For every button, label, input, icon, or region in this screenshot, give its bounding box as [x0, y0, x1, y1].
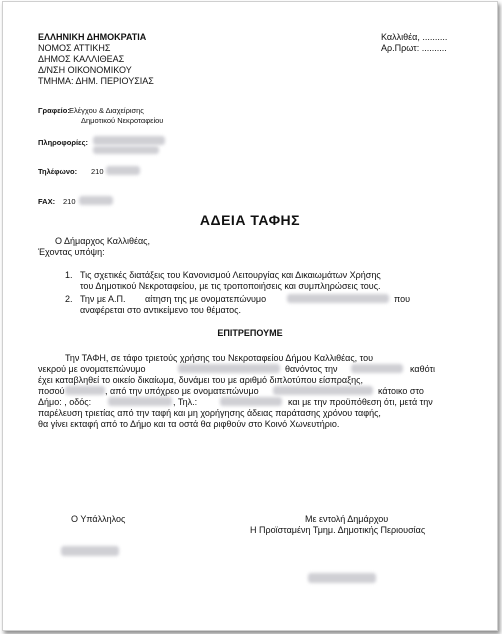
redacted-applicant-name [287, 294, 389, 303]
redacted-death-date [351, 364, 403, 373]
redacted-street [108, 397, 172, 406]
item-2-line-1b: αίτηση της με ονοματεπώνυμο [145, 294, 267, 304]
body-line-5a: Δήμο: , οδός: [38, 397, 92, 407]
item-2-line-2: αναφέρεται στο αντικείμενο του θέματος. [80, 305, 242, 315]
body-line-2b: θανόντος την [285, 364, 338, 374]
redacted-fax [79, 196, 113, 205]
redacted-amount [65, 386, 105, 395]
fax-label: FAX: [38, 197, 56, 206]
document-title: ΑΔΕΙΑ ΤΑΦΗΣ [199, 212, 301, 228]
body-line-4a: ποσού [38, 386, 65, 396]
body-line-3: έχει καταβληθεί το οικείο δικαίωμα, δυνάμει του με αριθμό διπλοτύπου είσπραξης, [38, 375, 363, 385]
item-2-line-1a: Την με Α.Π. [80, 294, 126, 304]
redacted-head-signature [308, 573, 376, 583]
permit-heading: ΕΠΙΤΡΕΠΟΥΜΕ [217, 328, 283, 338]
office-line-1: Ελέγχου & Διαχείρισης [69, 106, 144, 115]
signature-head-of-department: Η Προϊσταμένη Τμημ. Δημοτικής Περιουσίας [250, 525, 426, 535]
body-line-1: Την ΤΑΦΗ, σε τάφο τριετούς χρήσης του Νεκροταφείου Δήμου Καλλιθέας, του [65, 353, 374, 363]
body-line-5c: και με την προϋπόθεση ότι, μετά την [288, 397, 433, 407]
item-1-line-1: Τις σχετικές διατάξεις του Κανονισμού Λειτουργίας και Δικαιωμάτων Χρήσης [80, 270, 381, 280]
intro-mayor: Ο Δήμαρχος Καλλιθέας, [55, 236, 151, 246]
place-date: Καλλιθέα, .......... [381, 32, 448, 42]
phone-label: Τηλέφωνο: [38, 167, 78, 176]
office-line-2: Δημοτικού Νεκροταφείου [81, 116, 164, 125]
redacted-info [93, 136, 165, 145]
body-line-7: θα γίνει εκταφή από το Δήμο και τα οστά θα ριφθούν στο Κοινό Χωνευτήριο. [38, 419, 340, 429]
item-1-number: 1. [65, 270, 73, 280]
office-label: Γραφείο: [38, 106, 70, 115]
municipality-line: ΔΗΜΟΣ ΚΑΛΛΙΘΕΑΣ [38, 54, 125, 64]
signature-by-order: Με εντολή Δημάρχου [305, 514, 389, 524]
republic-heading: ΕΛΛΗΝΙΚΗ ΔΗΜΟΚΡΑΤΙΑ [38, 32, 147, 42]
redacted-employee-signature [61, 546, 119, 556]
redacted-phone [106, 166, 140, 175]
item-2-line-1c: που [394, 294, 411, 304]
item-1-line-2: του Δημοτικού Νεκροταφείου, με τις τροποποιήσεις και συμπληρώσεις τους. [80, 281, 381, 291]
document-page [2, 1, 498, 631]
prefecture-line: ΝΟΜΟΣ ΑΤΤΙΚΗΣ [38, 43, 111, 53]
redacted-phone-number [220, 397, 282, 406]
redacted-info-2 [93, 146, 159, 154]
redacted-obligor-name [273, 386, 373, 395]
body-line-2a: νεκρού με ονοματεπώνυμο [38, 364, 146, 374]
directorate-line: Δ/ΝΣΗ ΟΙΚΟΝΟΜΙΚΟΥ [38, 65, 132, 75]
protocol-number: Αρ.Πρωτ: .......... [381, 43, 447, 53]
department-line: ΤΜΗΜΑ: ΔΗΜ. ΠΕΡΙΟΥΣΙΑΣ [38, 76, 154, 86]
body-line-5b: , Τηλ.: [173, 397, 198, 407]
item-2-number: 2. [65, 294, 73, 304]
info-label: Πληροφορίες: [38, 138, 89, 147]
phone-prefix: 210 [91, 167, 104, 176]
intro-considering: Έχοντας υπόψη: [38, 247, 105, 257]
body-line-6: παρέλευση τριετίας από την ταφή και μη χορήγησης άδειας παράτασης χρόνου ταφής, [38, 408, 381, 418]
body-line-4c: κάτοικο στο [378, 386, 424, 396]
fax-prefix: 210 [63, 197, 76, 206]
signature-employee: Ο Υπάλληλος [71, 514, 126, 524]
body-line-2c: καθότι [410, 364, 436, 374]
body-line-4b: , από την υπόχρεο με ονοματεπώνυμο [105, 386, 259, 396]
redacted-deceased-name [178, 364, 280, 373]
